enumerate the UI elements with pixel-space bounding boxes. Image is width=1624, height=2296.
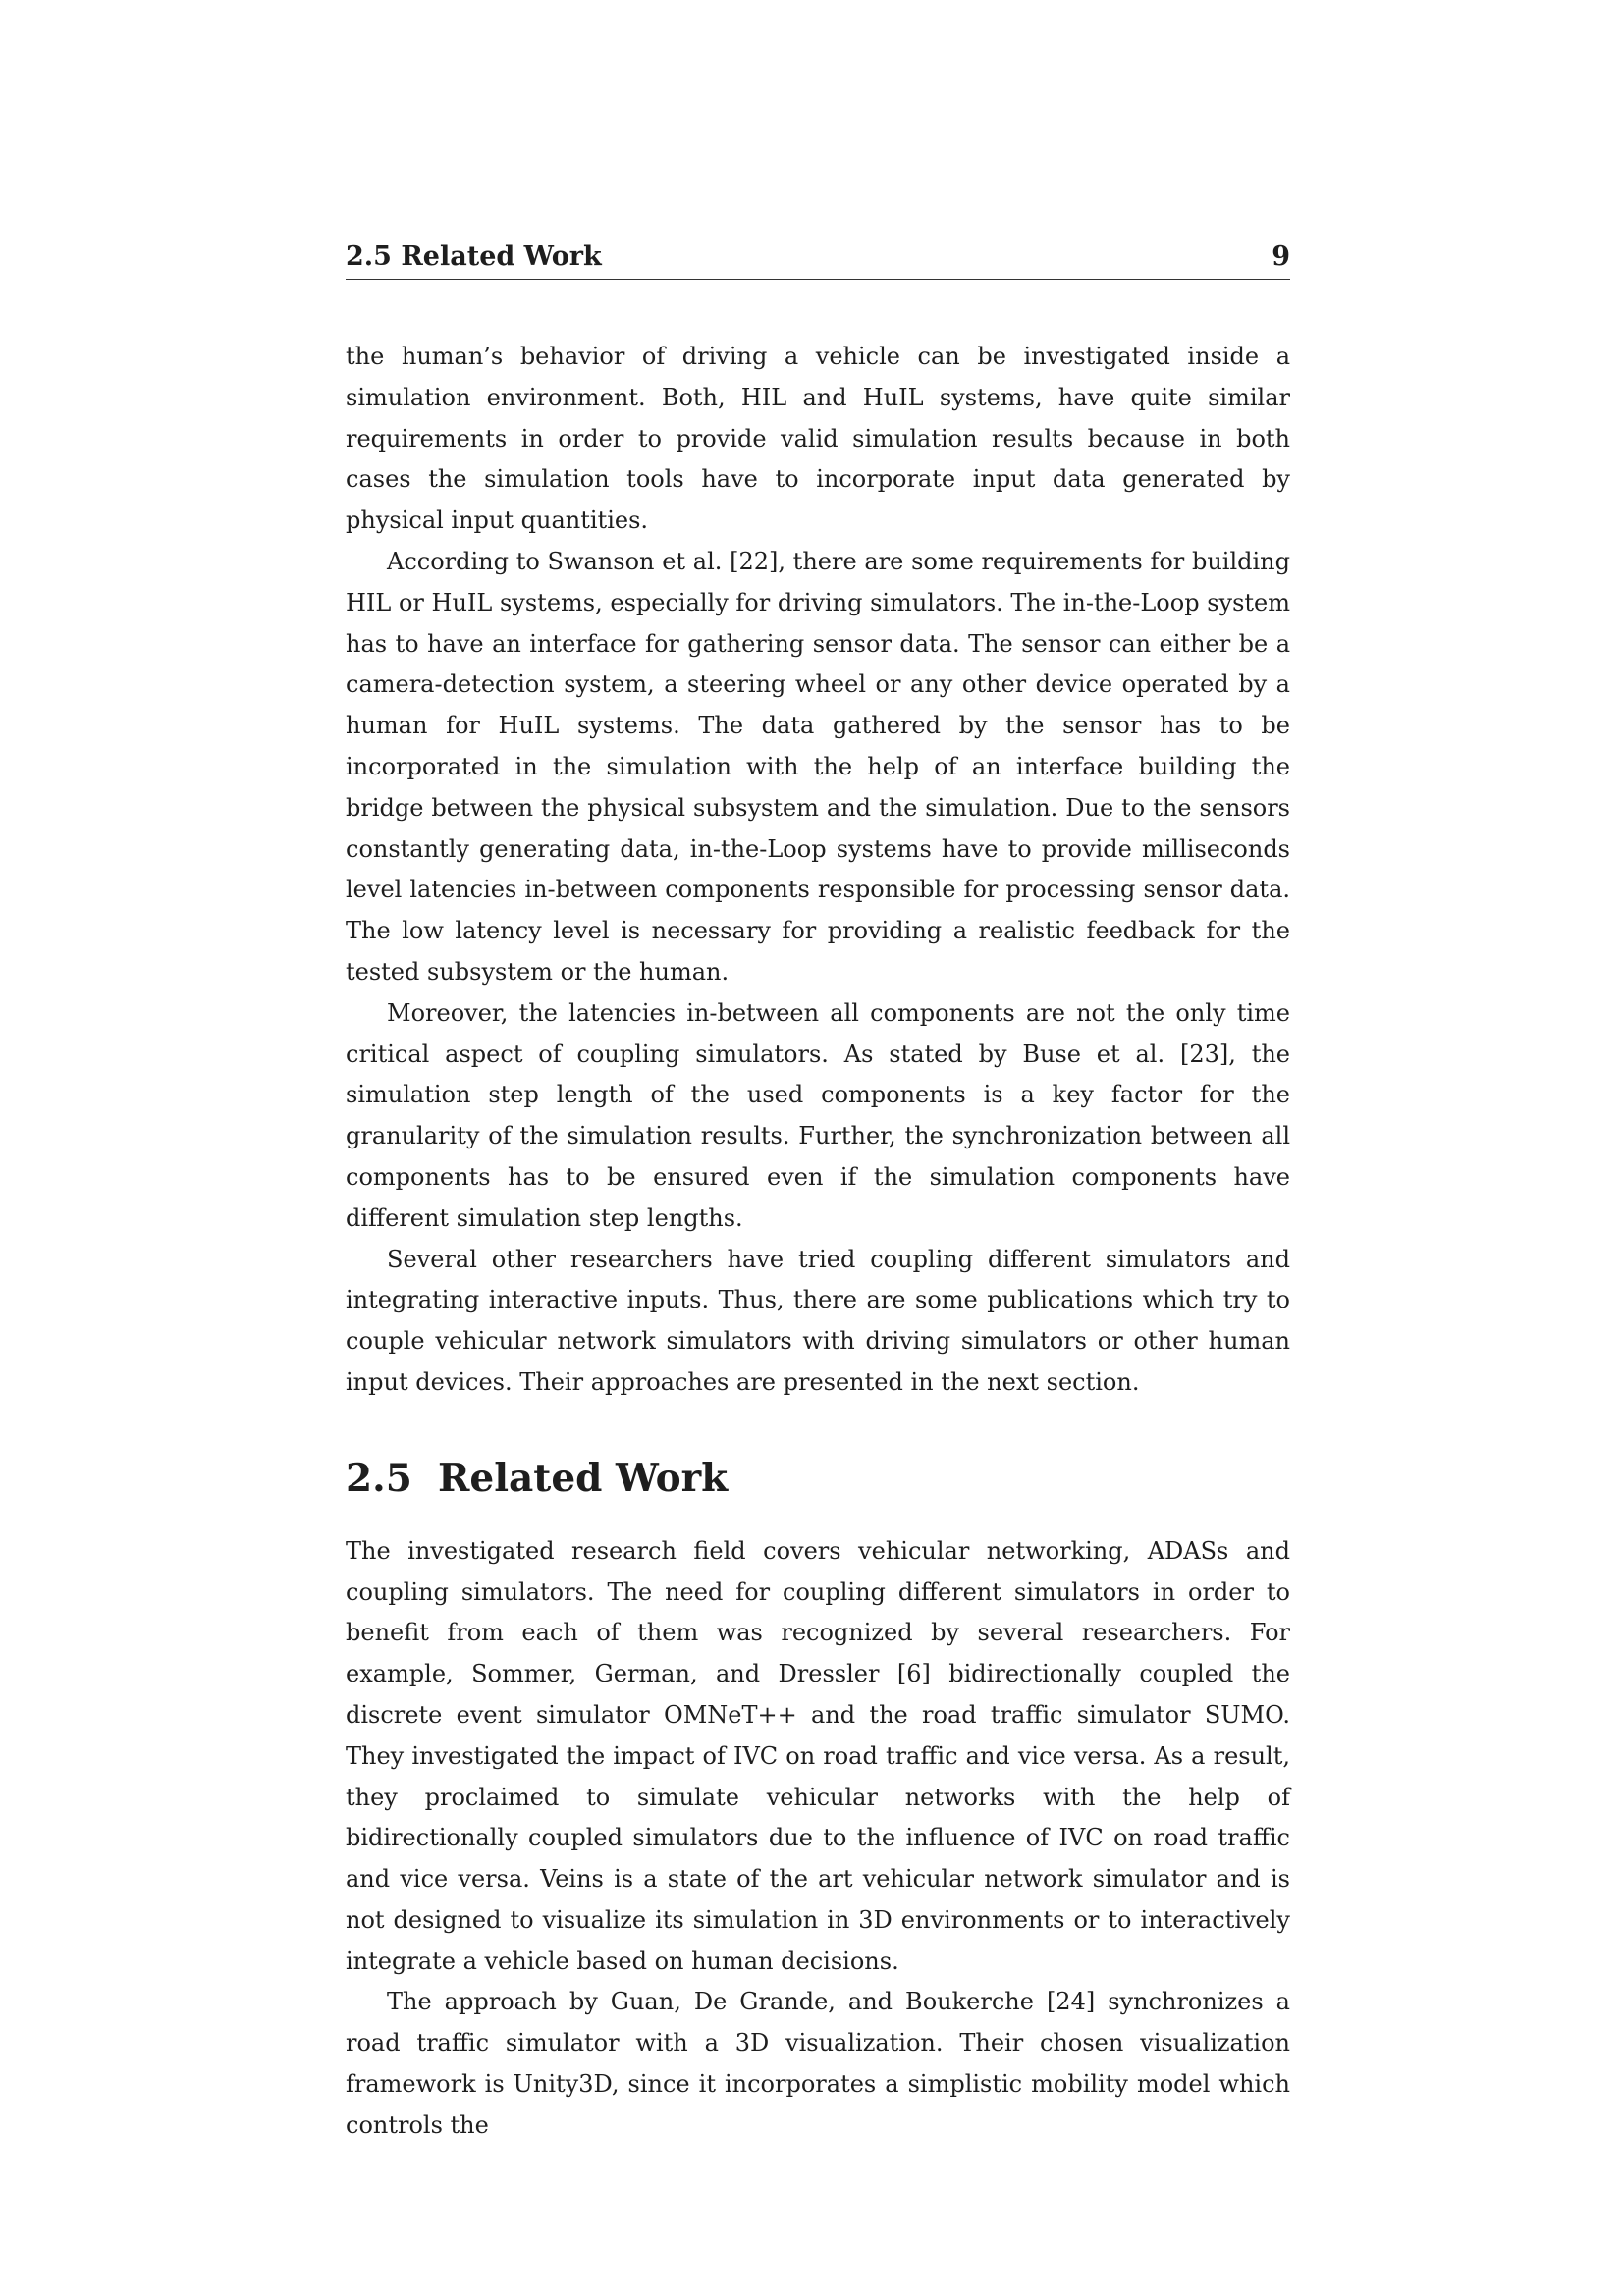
paragraph: Several other researchers have tried coupling different simulators and integrating interactive inputs. Thus, there are some publications which try to couple vehicular network simulators with driving simulators or other human input devices. Their approaches are presented in the next section. bbox=[346, 1245, 1290, 1396]
paragraph: Moreover, the latencies in-between all components are not the only time critical aspect of coupling simulators. As stated by Buse et al. [23], the simulation step length of the used components is a key factor for the granularity of the simulation results. Further, the synchronization between all components has to be ensured even if the simulation components have different simulation step lengths. bbox=[346, 998, 1290, 1232]
running-header bbox=[346, 241, 1290, 280]
header-section-title: 2.5 Related Work bbox=[346, 241, 602, 272]
section-heading bbox=[346, 1455, 1290, 1502]
paragraph: According to Swanson et al. [22], there are some requirements for building HIL or HuIL systems, especially for driving simulators. The in-the-Loop system has to have an interface for gathering sensor data. The sensor can either be a camera-detection system, a steering wheel or any other device operated by a human for HuIL systems. The data gathered by the sensor has to be incorporated in the simulation with the help of an interface building the bridge between the physical subsystem and the simulation. Due to the sensors constantly generating data, in-the-Loop systems have to provide milliseconds level latencies in-between components responsible for processing sensor data. The low latency level is necessary for providing a realistic feedback for the tested subsystem or the human. bbox=[346, 547, 1290, 986]
section-number: 2.5 bbox=[346, 1455, 412, 1501]
page-number: 9 bbox=[1272, 241, 1290, 272]
paragraph: the human’s behavior of driving a vehicle can be investigated inside a simulation environment. Both, HIL and HuIL systems, have quite similar requirements in order to provide valid simulation results because in both cases the simulation tools have to incorporate input data generated by physical input quantities. bbox=[346, 343, 1290, 535]
paragraph: The investigated research field covers vehicular networking, ADASs and coupling simulators. The need for coupling different simulators in order to benefit from each of them was recognized by several researchers. For example, Sommer, German, and Dressler [6] bidirectionally coupled the discrete event simulator OMNeT++ and the road traffic simulator SUMO. They investigated the impact of IVC on road traffic and vice versa. As a result, they proclaimed to simulate vehicular networks with the help of bidirectionally coupled simulators due to the influence of IVC on road traffic and vice versa. Veins is a state of the art vehicular network simulator and is not designed to visualize its simulation in 3D environments or to interactively integrate a vehicle based on human decisions. bbox=[346, 1536, 1290, 1975]
body-text bbox=[346, 337, 1290, 2147]
paragraph: The approach by Guan, De Grande, and Boukerche [24] synchronizes a road traffic simulator with a 3D visualization. Their chosen visualization framework is Unity3D, since it incorporates a simplistic mobility model which controls the bbox=[346, 1988, 1290, 2139]
page bbox=[346, 241, 1290, 2147]
section-title: Related Work bbox=[438, 1455, 729, 1501]
